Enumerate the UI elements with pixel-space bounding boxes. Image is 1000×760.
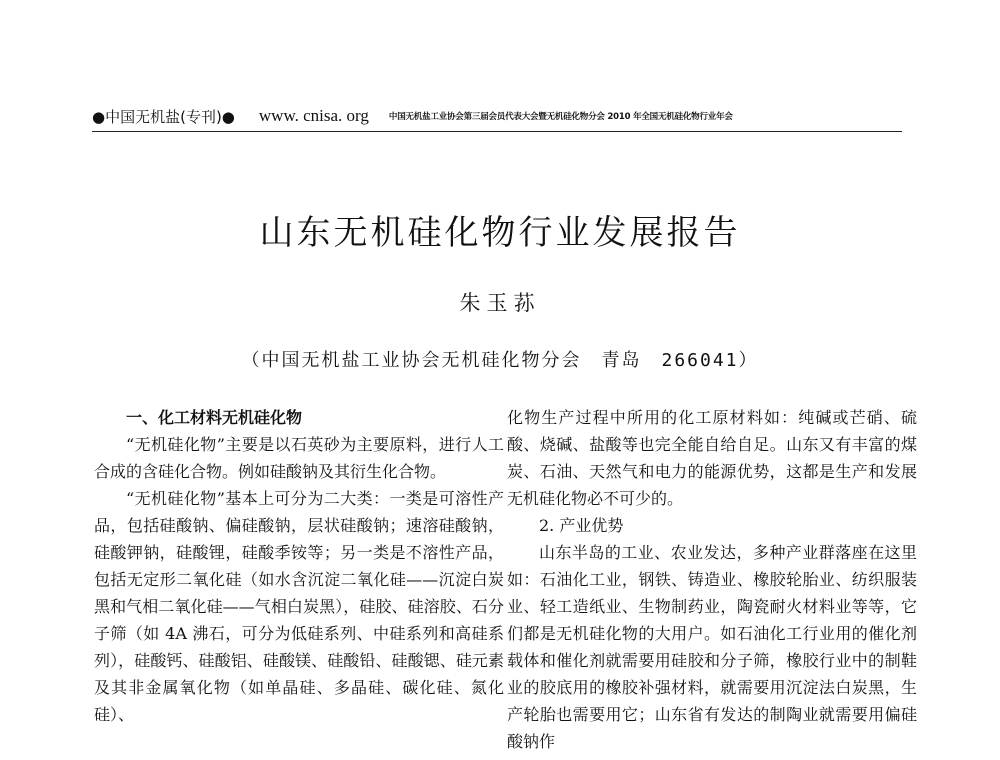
article-title: 山东无机硅化物行业发展报告 — [259, 213, 741, 253]
paragraph: “无机硅化物”主要是以石英砂为主要原料，进行人工合成的含硅化合物。例如硅酸钠及其衍生化合物。 — [94, 435, 504, 481]
paragraph: 山东半岛的工业、农业发达，多种产业群落座在这里如：石油化工业，钢铁、铸造业、橡胶轮胎业、纺织服装业、轻工造纸业、生物制药业，陶瓷耐火材料业等等，它们都是无机硅化物的大用户。如石油化工行业用的催化剂载体和催化剂就需要用硅胶和分子筛，橡胶行业中的制鞋业的胶底用的橡胶补强材料，就需要用沉淀法白炭黑，生产轮胎也需要用它；山东省有发达的制陶业就需要用偏硅酸钠作 — [507, 543, 917, 751]
website-link[interactable]: www. cnisa. org — [258, 106, 369, 125]
header-rule — [92, 131, 902, 132]
paragraph: 化物生产过程中所用的化工原材料如：纯碱或芒硝、硫酸、烧碱、盐酸等也完全能自给自足。山东又有丰富的煤炭、石油、天然气和电力的能源优势，这都是生产和发展无机硅化物必不可少的。 — [507, 408, 917, 508]
subsection-heading: 2. 产业优势 — [539, 516, 624, 535]
section-heading: 一、化工材料无机硅化物 — [126, 408, 303, 427]
running-header — [92, 103, 902, 129]
paragraph: “无机硅化物”基本上可分为二大类：一类是可溶性产品，包括硅酸钠、偏硅酸钠，层状硅酸钠；速溶硅酸钠，硅酸钾钠，硅酸锂，硅酸季铵等；另一类是不溶性产品，包括无定形二氧化硅（如水含沉淀二氧化硅——沉淀白炭黑和气相二氧化硅——气相白炭黑），硅胶、硅溶胶、石分子筛（如 4A 沸石，可分为低硅系列、中硅系列和高硅系列），硅酸钙、硅酸铝、硅酸镁、硅酸铅、硅酸锶、硅元素及其非金属氧化物（如单晶硅、多晶硅、碳化硅、氮化硅）、 — [94, 489, 504, 724]
left-column — [94, 404, 504, 728]
article-author: 朱玉荪 — [459, 291, 541, 315]
author-affiliation: （中国无机盐工业协会无机硅化物分会 青岛 266041） — [241, 350, 759, 371]
right-column — [507, 404, 917, 755]
journal-name: ●中国无机盐(专刊)● — [92, 107, 235, 126]
conference-name: 中国无机盐工业协会第三届会员代表大会暨无机硅化物分会 2010 年全国无机硅化物行业年会 — [388, 112, 733, 122]
